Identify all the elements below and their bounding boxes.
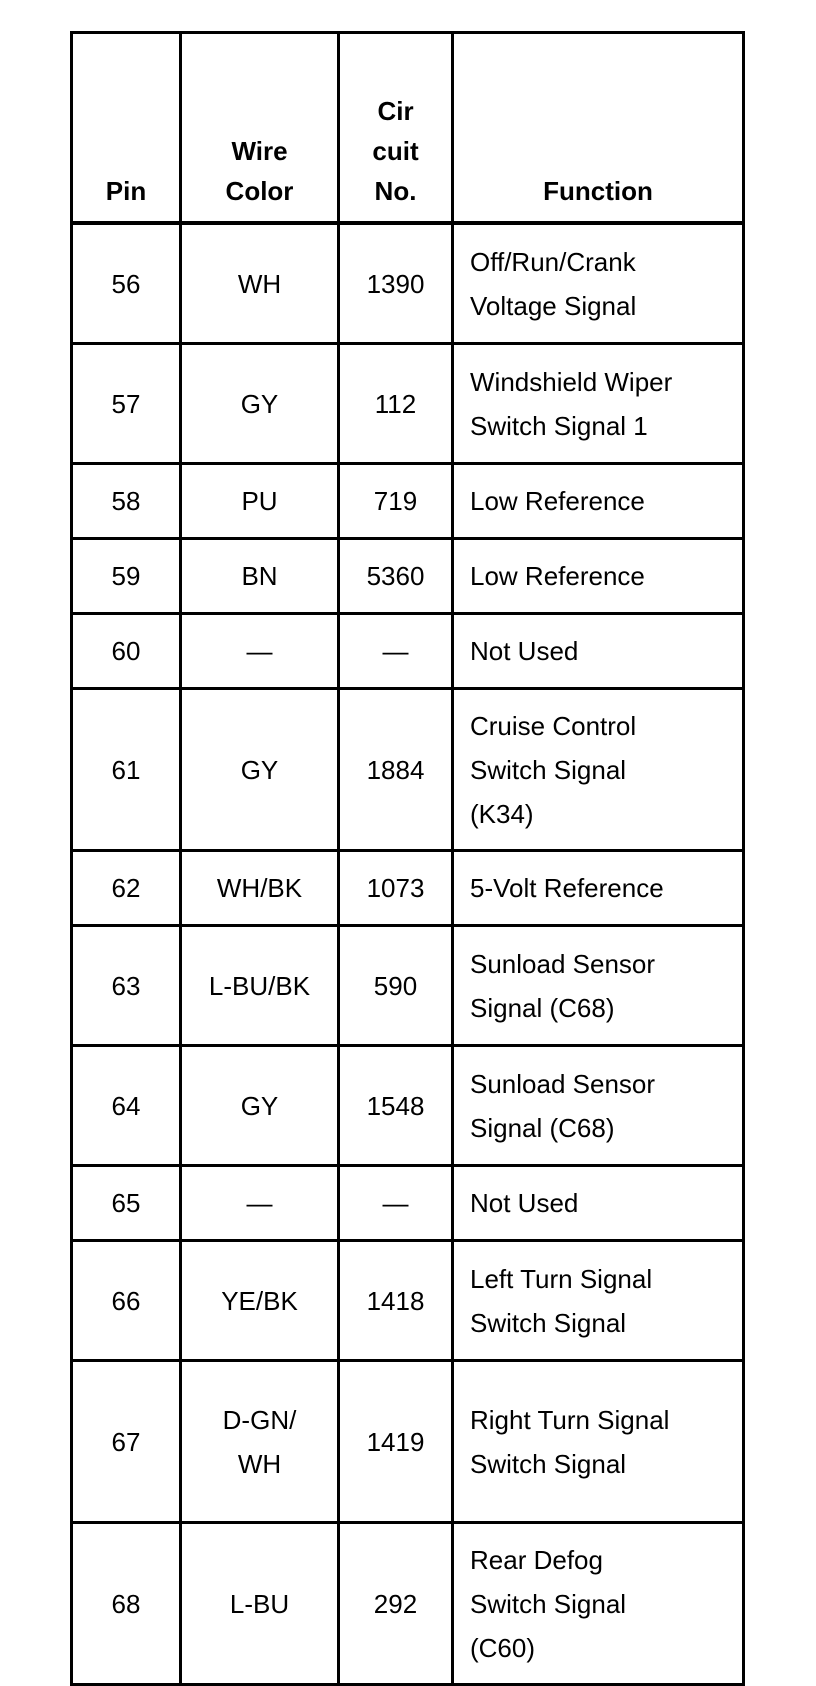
circuit-cell: 292: [339, 1523, 453, 1685]
pin-cell: 63: [72, 926, 181, 1046]
pin-cell: 68: [72, 1523, 181, 1685]
function-cell: Off/Run/Crank Voltage Signal: [453, 223, 744, 344]
function-cell: Right Turn Signal Switch Signal: [453, 1361, 744, 1523]
function-cell: Sunload Sensor Signal (C68): [453, 926, 744, 1046]
table-row: [72, 689, 744, 851]
circuit-cell: —: [339, 1166, 453, 1241]
wire-color-cell: GY: [181, 689, 339, 851]
table-row: [72, 1241, 744, 1361]
circuit-cell: 112: [339, 344, 453, 464]
function-cell: Left Turn Signal Switch Signal: [453, 1241, 744, 1361]
wire-color-cell: GY: [181, 344, 339, 464]
circuit-cell: 1418: [339, 1241, 453, 1361]
table-row: [72, 1166, 744, 1241]
function-cell: Cruise Control Switch Signal (K34): [453, 689, 744, 851]
wire-color-cell: L-BU: [181, 1523, 339, 1685]
circuit-cell: 1390: [339, 223, 453, 344]
wire-color-cell: PU: [181, 464, 339, 539]
function-cell: Not Used: [453, 1166, 744, 1241]
header-function: Function: [453, 33, 744, 224]
wire-color-cell: BN: [181, 539, 339, 614]
pin-cell: 57: [72, 344, 181, 464]
wire-color-cell: L-BU/BK: [181, 926, 339, 1046]
header-circuit-no: Cir cuit No.: [339, 33, 453, 224]
header-wire-color: Wire Color: [181, 33, 339, 224]
pin-cell: 64: [72, 1046, 181, 1166]
pin-cell: 60: [72, 614, 181, 689]
pin-cell: 67: [72, 1361, 181, 1523]
function-cell: 5-Volt Reference: [453, 851, 744, 926]
pin-cell: 58: [72, 464, 181, 539]
wire-color-cell: D-GN/ WH: [181, 1361, 339, 1523]
wire-color-cell: WH: [181, 223, 339, 344]
circuit-cell: 719: [339, 464, 453, 539]
pin-cell: 62: [72, 851, 181, 926]
pin-cell: 59: [72, 539, 181, 614]
function-cell: Low Reference: [453, 539, 744, 614]
circuit-cell: 1419: [339, 1361, 453, 1523]
table-row: [72, 1523, 744, 1685]
circuit-cell: 1073: [339, 851, 453, 926]
pin-cell: 61: [72, 689, 181, 851]
function-cell: Not Used: [453, 614, 744, 689]
pin-table: [70, 31, 745, 1686]
wire-color-cell: YE/BK: [181, 1241, 339, 1361]
pin-cell: 66: [72, 1241, 181, 1361]
table-row: [72, 851, 744, 926]
table-row: [72, 344, 744, 464]
wire-color-cell: WH/BK: [181, 851, 339, 926]
circuit-cell: 5360: [339, 539, 453, 614]
table-row: [72, 539, 744, 614]
table-row: [72, 1361, 744, 1523]
table-row: [72, 614, 744, 689]
function-cell: Sunload Sensor Signal (C68): [453, 1046, 744, 1166]
circuit-cell: 1548: [339, 1046, 453, 1166]
wire-color-cell: GY: [181, 1046, 339, 1166]
pin-cell: 65: [72, 1166, 181, 1241]
function-cell: Low Reference: [453, 464, 744, 539]
table-row: [72, 926, 744, 1046]
table-row: [72, 464, 744, 539]
circuit-cell: 1884: [339, 689, 453, 851]
wire-color-cell: —: [181, 1166, 339, 1241]
function-cell: Rear Defog Switch Signal (C60): [453, 1523, 744, 1685]
pin-cell: 56: [72, 223, 181, 344]
circuit-cell: —: [339, 614, 453, 689]
header-pin: Pin: [72, 33, 181, 224]
table-row: [72, 223, 744, 344]
circuit-cell: 590: [339, 926, 453, 1046]
table-row: [72, 1046, 744, 1166]
wire-color-cell: —: [181, 614, 339, 689]
header-row: [72, 33, 744, 224]
function-cell: Windshield Wiper Switch Signal 1: [453, 344, 744, 464]
